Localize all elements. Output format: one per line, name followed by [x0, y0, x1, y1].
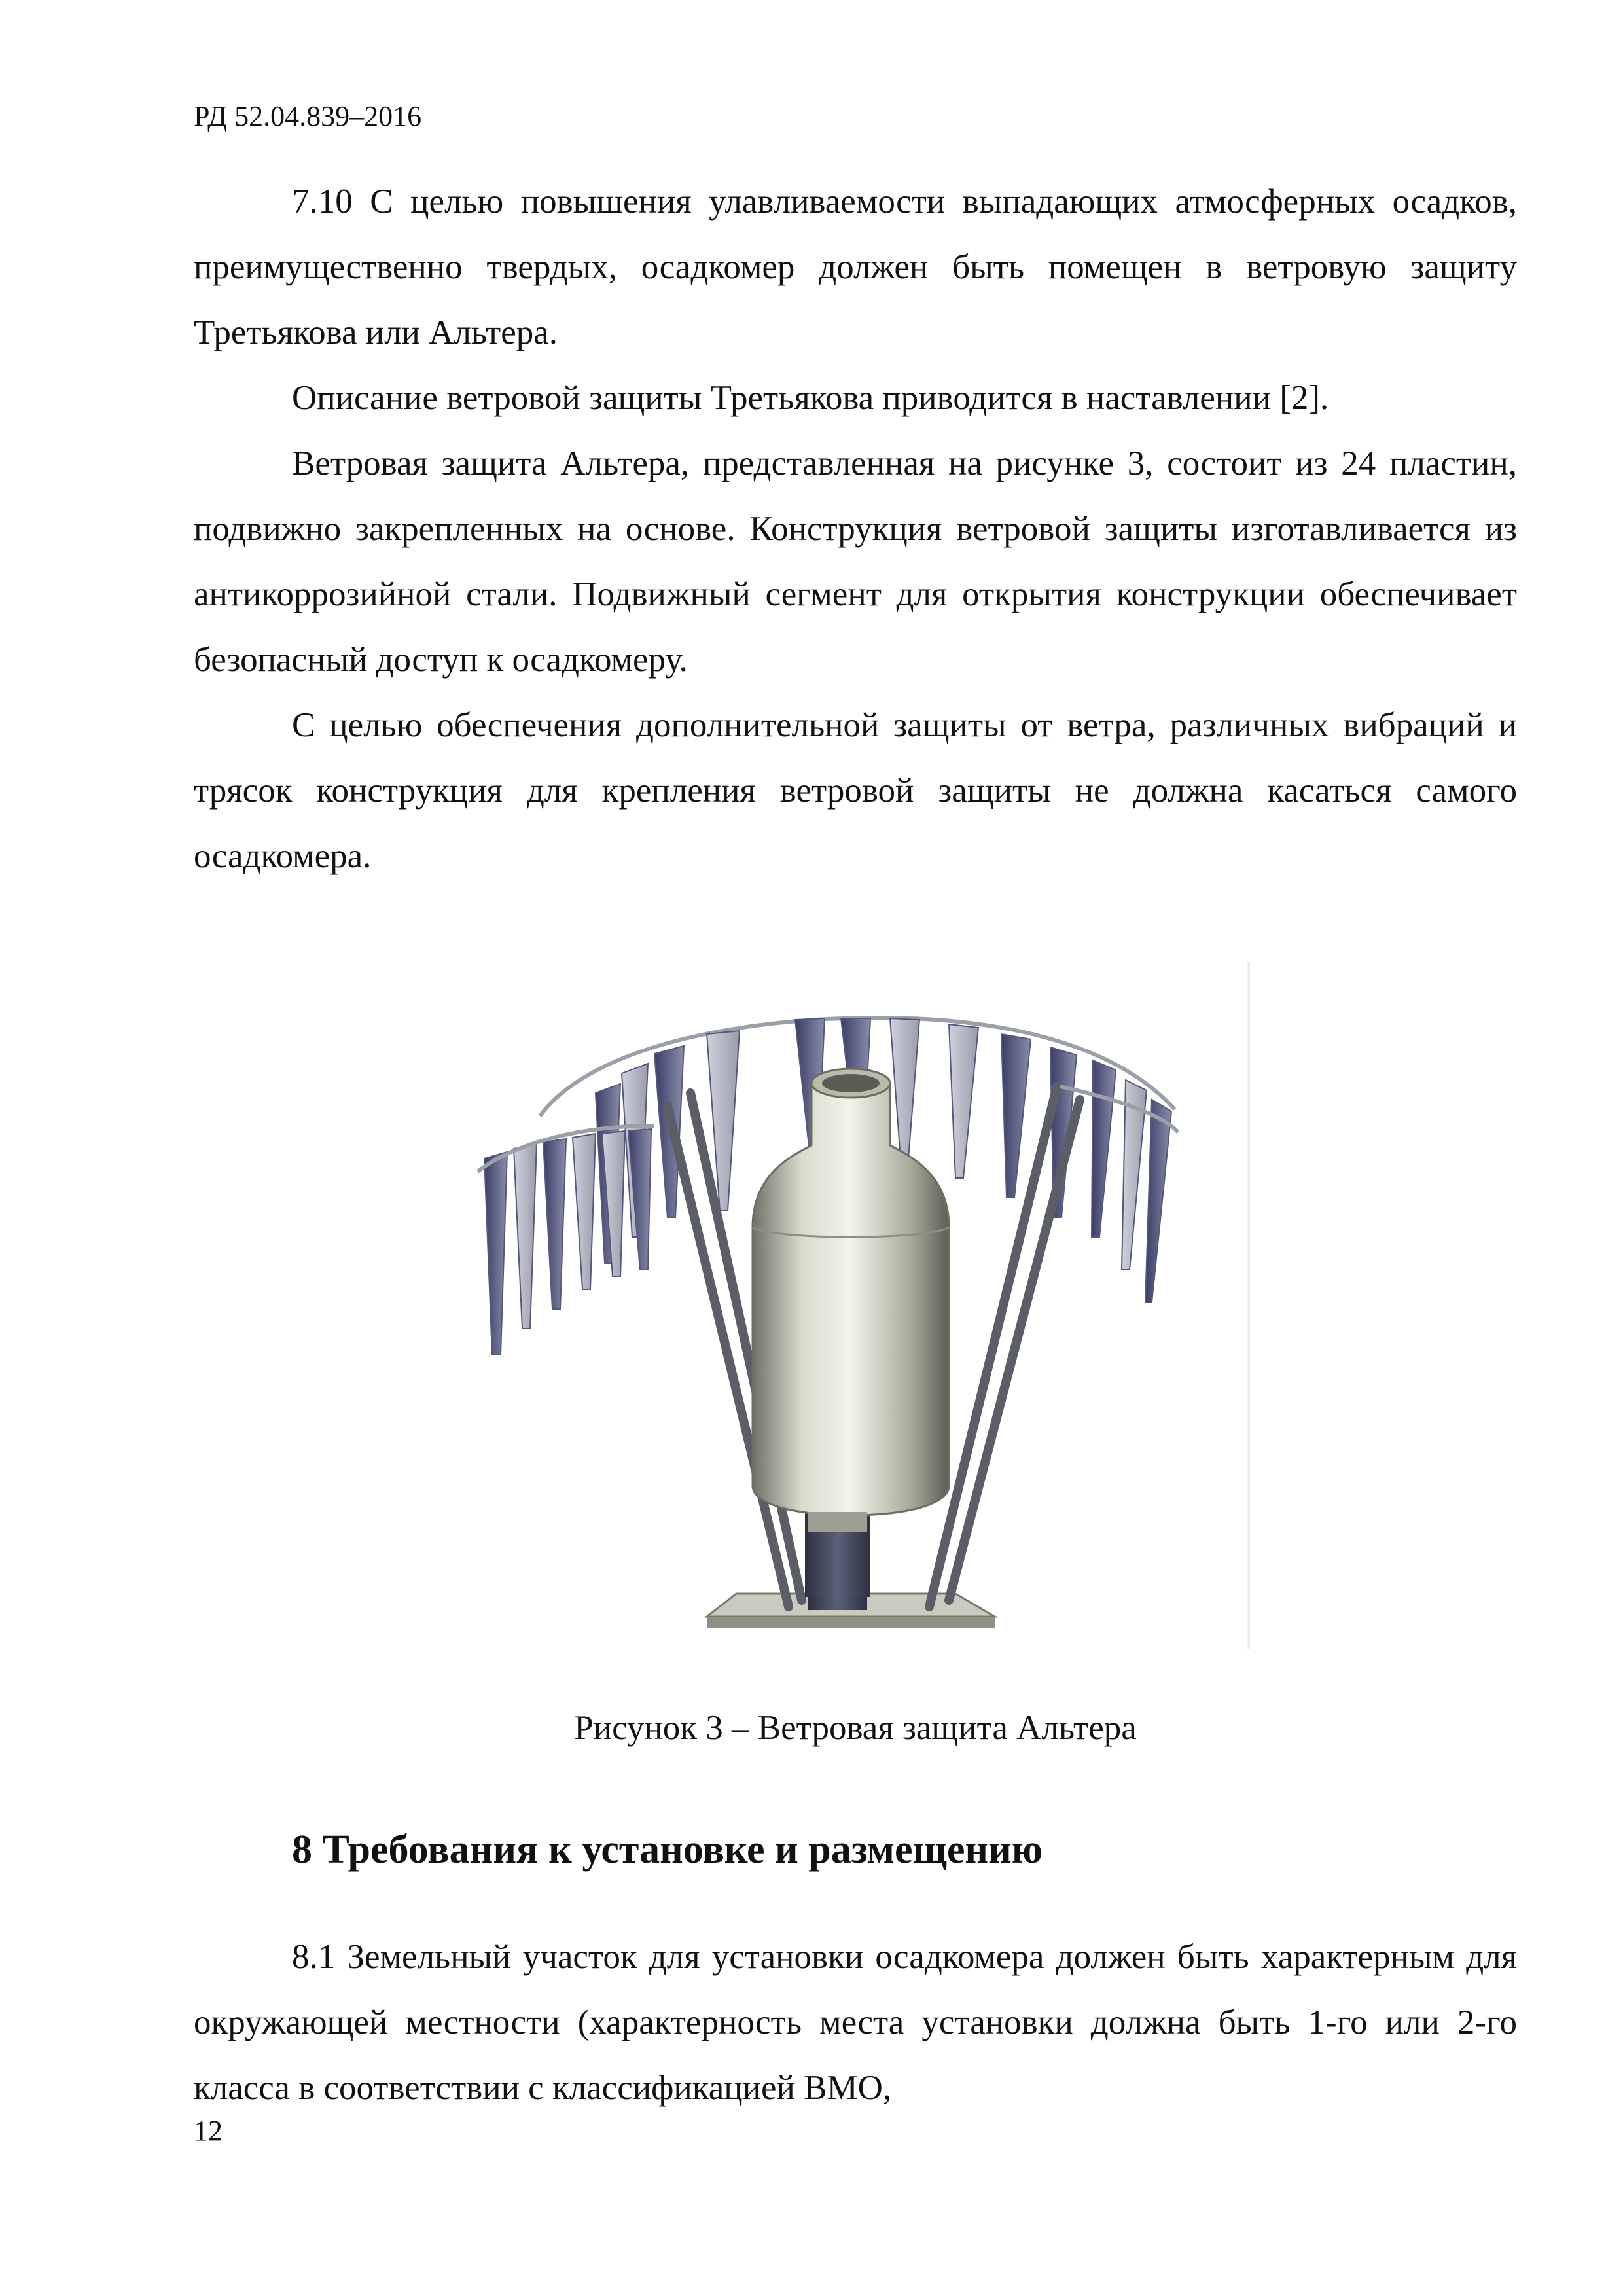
document-number-header: РД 52.04.839–2016	[194, 100, 422, 132]
page-number: 12	[194, 2115, 223, 2147]
main-text	[194, 169, 1517, 889]
paragraph-8-1: 8.1 Земельный участок для установки осадкомера должен быть характерным для окружающей местности (характерность места установки должна быть 1-го или 2-го класса в соответствии с классификацией ВМО,	[194, 1938, 1517, 2107]
figure-caption: Рисунок 3 – Ветровая защита Альтера	[574, 1709, 1137, 1747]
shield-blades-left	[484, 1129, 651, 1355]
section-heading-8: 8 Требования к установке и размещению	[292, 1827, 1043, 1872]
paragraph-alter-shield: Ветровая защита Альтера, представленная на рисунке 3, состоит из 24 пластин, подвижно закрепленных на основе. Конструкция ветровой защиты изготавливается из антикоррозийной стали. Подвижный сегмент для открытия конструкции обеспечивает безопасный доступ к осадкомеру.	[194, 444, 1517, 679]
paragraph-tretyakov-description: Описание ветровой защиты Третьякова приводится в наставлении [2].	[292, 379, 1329, 417]
section-8-text	[194, 1924, 1517, 2121]
paragraph-7-10: 7.10 С целью повышения улавливаемости выпадающих атмосферных осадков, преимущественно твердых, осадкомер должен быть помещен в ветровую защиту Третьякова или Альтера.	[194, 183, 1517, 351]
wind-shield-illustration	[432, 962, 1276, 1649]
figure-alter-wind-shield	[432, 962, 1276, 1649]
paragraph-vibration-protection: С целью обеспечения дополнительной защиты от ветра, различных вибраций и трясок конструкция для крепления ветровой защиты не должна касаться самого осадкомера.	[194, 706, 1517, 875]
